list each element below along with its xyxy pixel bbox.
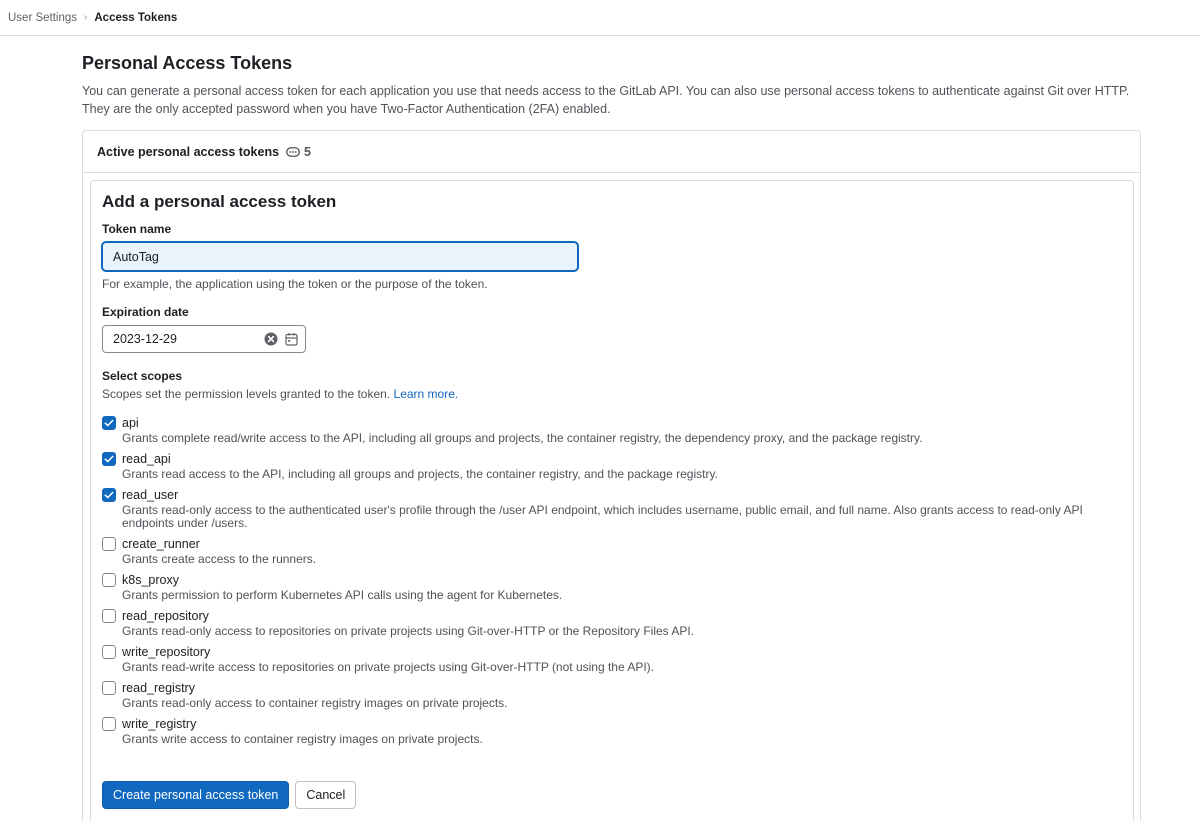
scope-read-api — [102, 451, 1122, 481]
expiration-date-label: Expiration date — [102, 305, 189, 319]
scope-description: Grants permission to perform Kubernetes API calls using the agent for Kubernetes. — [122, 588, 563, 602]
scope-name: api — [122, 416, 139, 430]
active-tokens-count: 5 — [304, 144, 311, 159]
calendar-icon[interactable] — [285, 332, 298, 346]
create-token-button[interactable]: Create personal access token — [102, 781, 289, 809]
expiration-date-value: 2023-12-29 — [113, 332, 177, 346]
scope-read-registry — [102, 680, 1122, 710]
active-tokens-title: Active personal access tokens — [97, 144, 280, 159]
scope-description: Grants read access to the API, including all groups and projects, the container registry, and the package registry. — [122, 467, 718, 481]
scope-list — [102, 415, 1122, 746]
active-tokens-header — [83, 131, 1140, 173]
token-name-help: For example, the application using the token or the purpose of the token. — [102, 277, 488, 291]
form-title: Add a personal access token — [102, 192, 337, 211]
scope-create-runner — [102, 536, 1122, 566]
scope-description: Grants read-only access to container registry images on private projects. — [122, 696, 508, 710]
scope-checkbox-read-registry[interactable] — [102, 681, 116, 695]
scope-description: Grants create access to the runners. — [122, 552, 317, 566]
scope-read-repository — [102, 608, 1122, 638]
breadcrumb-bar — [0, 0, 1200, 36]
token-icon — [286, 147, 300, 157]
page-title: Personal Access Tokens — [82, 53, 293, 73]
add-token-form — [90, 180, 1134, 821]
cancel-button[interactable]: Cancel — [295, 781, 356, 809]
scope-description: Grants write access to container registry images on private projects. — [122, 732, 483, 746]
scope-checkbox-read-repository[interactable] — [102, 609, 116, 623]
scope-description: Grants complete read/write access to the API, including all groups and projects, the container registry, the dependency proxy, and the package registry. — [122, 431, 923, 445]
learn-more-link[interactable]: Learn more. — [393, 387, 459, 401]
scope-name: read_repository — [122, 609, 209, 623]
scope-name: write_registry — [122, 717, 197, 731]
scopes-label: Select scopes — [102, 369, 183, 383]
breadcrumb-separator-icon: › — [84, 12, 88, 23]
scope-description: Grants read-write access to repositories on private projects using Git-over-HTTP (not using the API). — [122, 660, 654, 674]
scope-checkbox-api[interactable] — [102, 416, 116, 430]
expiration-date-input[interactable] — [102, 325, 306, 353]
scope-name: read_api — [122, 452, 171, 466]
breadcrumb-user-settings[interactable]: User Settings — [8, 11, 78, 24]
page-description: You can generate a personal access token for each application you use that needs access to the GitLab API. You can also use personal access tokens to authenticate against Git over HTTP. They are the only accepted password when you have Two-Factor Authentication (2FA) enabled. — [82, 84, 1130, 116]
scopes-help-text: Scopes set the permission levels granted to the token. — [102, 387, 391, 401]
token-name-label: Token name — [102, 222, 172, 236]
clear-icon[interactable] — [264, 332, 278, 346]
scope-write-registry — [102, 716, 1122, 746]
active-tokens-card — [82, 130, 1141, 821]
scopes-help — [102, 387, 1122, 401]
main-content — [82, 36, 1142, 802]
scope-name: k8s_proxy — [122, 573, 179, 587]
token-name-input[interactable]: AutoTag — [102, 242, 578, 271]
scope-read-user — [102, 487, 1122, 530]
scope-name: read_registry — [122, 681, 195, 695]
scope-checkbox-k8s-proxy[interactable] — [102, 573, 116, 587]
scope-write-repository — [102, 644, 1122, 674]
scope-description: Grants read-only access to the authenticated user's profile through the /user API endpoint, which includes username, public email, and full name. Also grants access to read-only API endpoints under /users. — [122, 503, 1083, 530]
breadcrumb-access-tokens: Access Tokens — [94, 11, 178, 24]
scope-checkbox-read-api[interactable] — [102, 452, 116, 466]
scope-name: create_runner — [122, 537, 200, 551]
scope-name: write_repository — [122, 645, 211, 659]
scope-api — [102, 415, 1122, 445]
scope-k8s-proxy — [102, 572, 1122, 602]
scope-name: read_user — [122, 488, 179, 502]
scope-checkbox-write-repository[interactable] — [102, 645, 116, 659]
scope-description: Grants read-only access to repositories on private projects using Git-over-HTTP or the Repository Files API. — [122, 624, 695, 638]
scope-checkbox-write-registry[interactable] — [102, 717, 116, 731]
scope-checkbox-create-runner[interactable] — [102, 537, 116, 551]
form-actions — [102, 781, 356, 809]
scope-checkbox-read-user[interactable] — [102, 488, 116, 502]
